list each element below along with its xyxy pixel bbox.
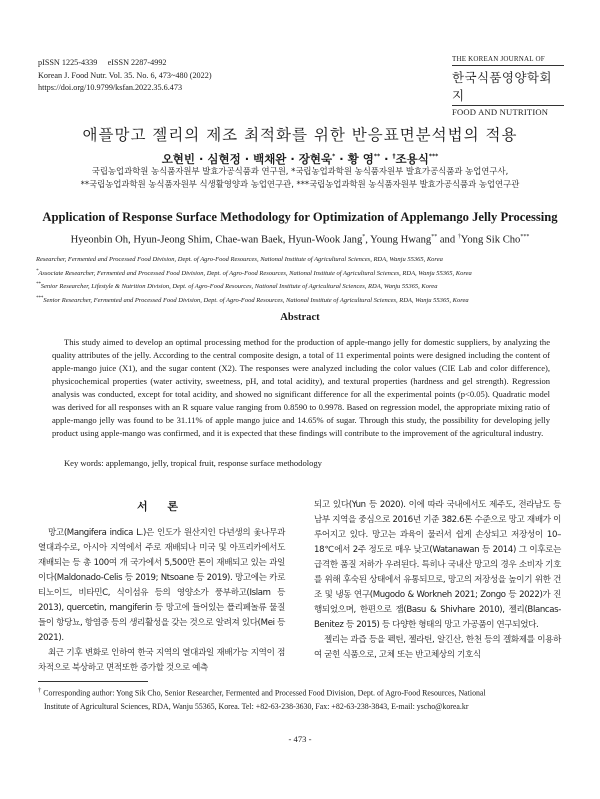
affiliations-en bbox=[36, 252, 566, 307]
author-kr-3: 조용식 bbox=[395, 152, 429, 166]
journal-name-en-bottom: FOOD AND NUTRITION bbox=[452, 105, 564, 117]
author-kr-2: · 황 영 bbox=[335, 152, 374, 166]
affiliation-en-text: Associate Researcher, Fermented and Processed Food Division, Dept. of Agro-Food Resources, National Institute of Agricultural Sciences, RDA, Wanju 55365, Korea bbox=[38, 269, 472, 277]
abstract-heading: Abstract bbox=[280, 312, 320, 323]
affiliation-en-sup: ** bbox=[36, 282, 41, 288]
paragraph: 최근 기후 변화로 인하여 한국 지역의 열대과일 재배가능 지역이 점차적으로 북상하고 면적또한 증가할 것으로 예측 bbox=[38, 648, 285, 674]
footnote-line-1 bbox=[38, 684, 566, 700]
issn-line: pISSN 1225-4339 eISSN 2287-4992 bbox=[38, 58, 167, 67]
author-en-3: Yong Sik Cho bbox=[460, 234, 521, 246]
journal-logo-block bbox=[452, 55, 564, 117]
author-group-en-1: Hyeonbin Oh, Hyun-Jeong Shim, Chae-wan Baek, Hyun-Wook Jang bbox=[70, 234, 363, 246]
affiliation-kr-line-2: **국립농업과학원 농식품자원부 식생활영양과 농업연구관, ***국립농업과학원 농식품자원부 발효가공식품과 농업연구관 bbox=[80, 178, 520, 189]
dagger-sup-en: † bbox=[457, 234, 461, 240]
journal-citation-block bbox=[38, 57, 212, 95]
paper-title-en: Application of Response Surface Methodology for Optimization of Applemango Jelly Processing bbox=[42, 210, 558, 224]
author-sup-en-2: ** bbox=[431, 234, 438, 240]
affiliation-en-line bbox=[36, 266, 566, 280]
section-heading-introduction: 서 론 bbox=[136, 500, 187, 513]
author-sup-kr-2: ** bbox=[373, 153, 381, 161]
dagger-mark: † bbox=[38, 687, 42, 694]
footnote-line-2: Institute of Agricultural Sciences, RDA, Wanju 55365, Korea. Tel: +82-63-238-3630, Fax: +82-63-238-3843, E-mail: yscho@korea.kr bbox=[44, 701, 469, 711]
author-sup-en-3: *** bbox=[520, 234, 530, 240]
author-and-en: and bbox=[437, 234, 458, 246]
journal-name-en-top: THE KOREAN JOURNAL OF bbox=[452, 55, 564, 66]
affiliation-en-text: Senior Researcher, Fermented and Processed Food Division, Dept. of Agro-Food Resources, National Institute of Agricultural Sciences, RDA, Wanju 55365, Korea bbox=[43, 297, 469, 305]
affiliation-en-sup: * bbox=[36, 268, 39, 274]
affiliation-en-sup: *** bbox=[36, 295, 44, 301]
author-en-2: , Young Hwang bbox=[365, 234, 432, 246]
authors-en bbox=[0, 234, 600, 246]
dagger-sup-kr: † bbox=[392, 153, 396, 161]
journal-name-kr: 한국식품영양학회지 bbox=[452, 70, 552, 103]
affiliation-en-text: Senior Researcher, Lifestyle & Nutrition Division, Dept. of Agro-Food Resources, National Institute of Agricultural Sciences, RDA, Wanju 55365, Korea bbox=[40, 283, 438, 291]
author-sup-kr-1: * bbox=[332, 153, 336, 161]
citation-line: Korean J. Food Nutr. Vol. 35. No. 6, 473~480 (2022) bbox=[38, 70, 212, 80]
body-column-left bbox=[38, 526, 285, 676]
affiliations-kr bbox=[30, 165, 570, 190]
author-sep-kr: · bbox=[380, 152, 393, 166]
affiliation-en-line bbox=[36, 279, 566, 293]
body-column-right bbox=[314, 498, 561, 664]
affiliation-en-text: Researcher, Fermented and Processed Food Division, Dept. of Agro-Food Resources, National Institute of Agricultural Sciences, RDA, Wanju 55365, Korea bbox=[36, 256, 443, 264]
affiliation-en-line bbox=[36, 293, 566, 307]
paragraph: 되고 있다(Yun 등 2020). 이에 따라 국내에서도 제주도, 전라남도 등 남부 지역을 중심으로 2016년 기준 382.6톤 수준으로 망고 재배가 이루어지고 있다. 망고는 과육이 물러서 쉽게 손상되고 저장성이 10–18℃에서 2주 정도로 매우 낮고(Watanawan 등 2014) 그 이후로는 급격한 품질 저하가 우려된다. 특히나 국내산 망고의 경우 소비자 기호를 위해 후숙된 상태에서 유통되므로, 망고의 저장성을 높이기 위한 건조 및 냉동 연구(Mugodo & Workneh 2021; Zongo 등 2022)가 진행되었으며, 한편으로 잼(Basu & Shivhare 2010), 젤리(Blancas-Benitez 등 2015) 등 다양한 형태의 망고 가공품이 연구되었다. bbox=[314, 500, 561, 631]
page-number: - 473 - bbox=[288, 734, 312, 744]
affiliation-en-line bbox=[36, 252, 566, 266]
author-group-kr-1: 오현빈 · 심현정 · 백채완 · 장현욱 bbox=[161, 152, 333, 166]
corresponding-author-footnote bbox=[38, 684, 566, 713]
abstract-body: This study aimed to develop an optimal processing method for the production of apple-mango jelly for domestic suppliers, by analyzing the quality attributes of the jelly. According to the central composite design, a total of 11 experimental points were designed including the content of apple-mango juice (X1), and the sugar content (X2). The responses were analyzed including the color values (CIE Lab and color difference), physicochemical properties (water activity, sweetness, pH, and total acidity), and textural properties (hardness and gel strength). Regression analysis was conducted, except for total acidity, and showed no significant difference for all the experimental points (p<0.05). Quadratic model was derived for all responses with an R square value ranging from 0.8590 to 0.9978. Based on regression model, the appropriate mixing ratio of apple-mango jelly was found to be 31.11% of apple mango juice and 14.65% of sugar. Through this study, the possibility for developing jelly product using apple-mango was confirmed, and it is expected that these findings will contribute to the improvement of the agricultural industry. bbox=[52, 337, 550, 439]
paragraph: 젤리는 과즙 등을 펙틴, 젤라틴, 알긴산, 한천 등의 겔화제를 이용하여 굳힌 식품으로, 고체 또는 반고체상의 기호식 bbox=[314, 635, 561, 661]
footnote-divider bbox=[38, 681, 148, 682]
affiliation-kr-line-1: 국립농업과학원 농식품자원부 발효가공식품과 연구원, *국립농업과학원 농식품자원부 발효가공식품과 농업연구사, bbox=[91, 166, 509, 176]
doi-link[interactable]: https://doi.org/10.9799/ksfan.2022.35.6.473 bbox=[38, 83, 183, 93]
author-sup-kr-3: *** bbox=[428, 153, 439, 161]
author-sup-en-1: * bbox=[362, 234, 366, 240]
paper-title-kr: 애플망고 젤리의 제조 최적화를 위한 반응표면분석법의 적용 bbox=[82, 126, 518, 144]
footnote-text-1: Corresponding author: Yong Sik Cho, Senior Researcher, Fermented and Processed Food Division, Dept. of Agro-Food Resources, National bbox=[43, 688, 486, 698]
keywords: Key words: applemango, jelly, tropical fruit, response surface methodology bbox=[64, 458, 322, 468]
paragraph: 망고(Mangifera indica L.)은 인도가 원산지인 다년생의 옻나무과 열대과수로, 아시아 지역에서 주로 재배되나 미국 및 아프리카에서도 재배되는 등 총 100여 개 국가에서 5,500만 톤이 재배되고 있는 과일이다(Maldonado-Celis 등 2019; Ntsoane 등 2019). 망고에는 카로티노이드, 비타민C, 식이섬유 등의 영양소가 풍부하고(Islam 등 2013), quercetin, mangiferin 등 망고에 들어있는 폴리페놀류 물질들이 항당뇨, 항염증 등의 생리활성을 갖는 것으로 알려져 있다(Mei 등 2021). bbox=[38, 528, 285, 644]
